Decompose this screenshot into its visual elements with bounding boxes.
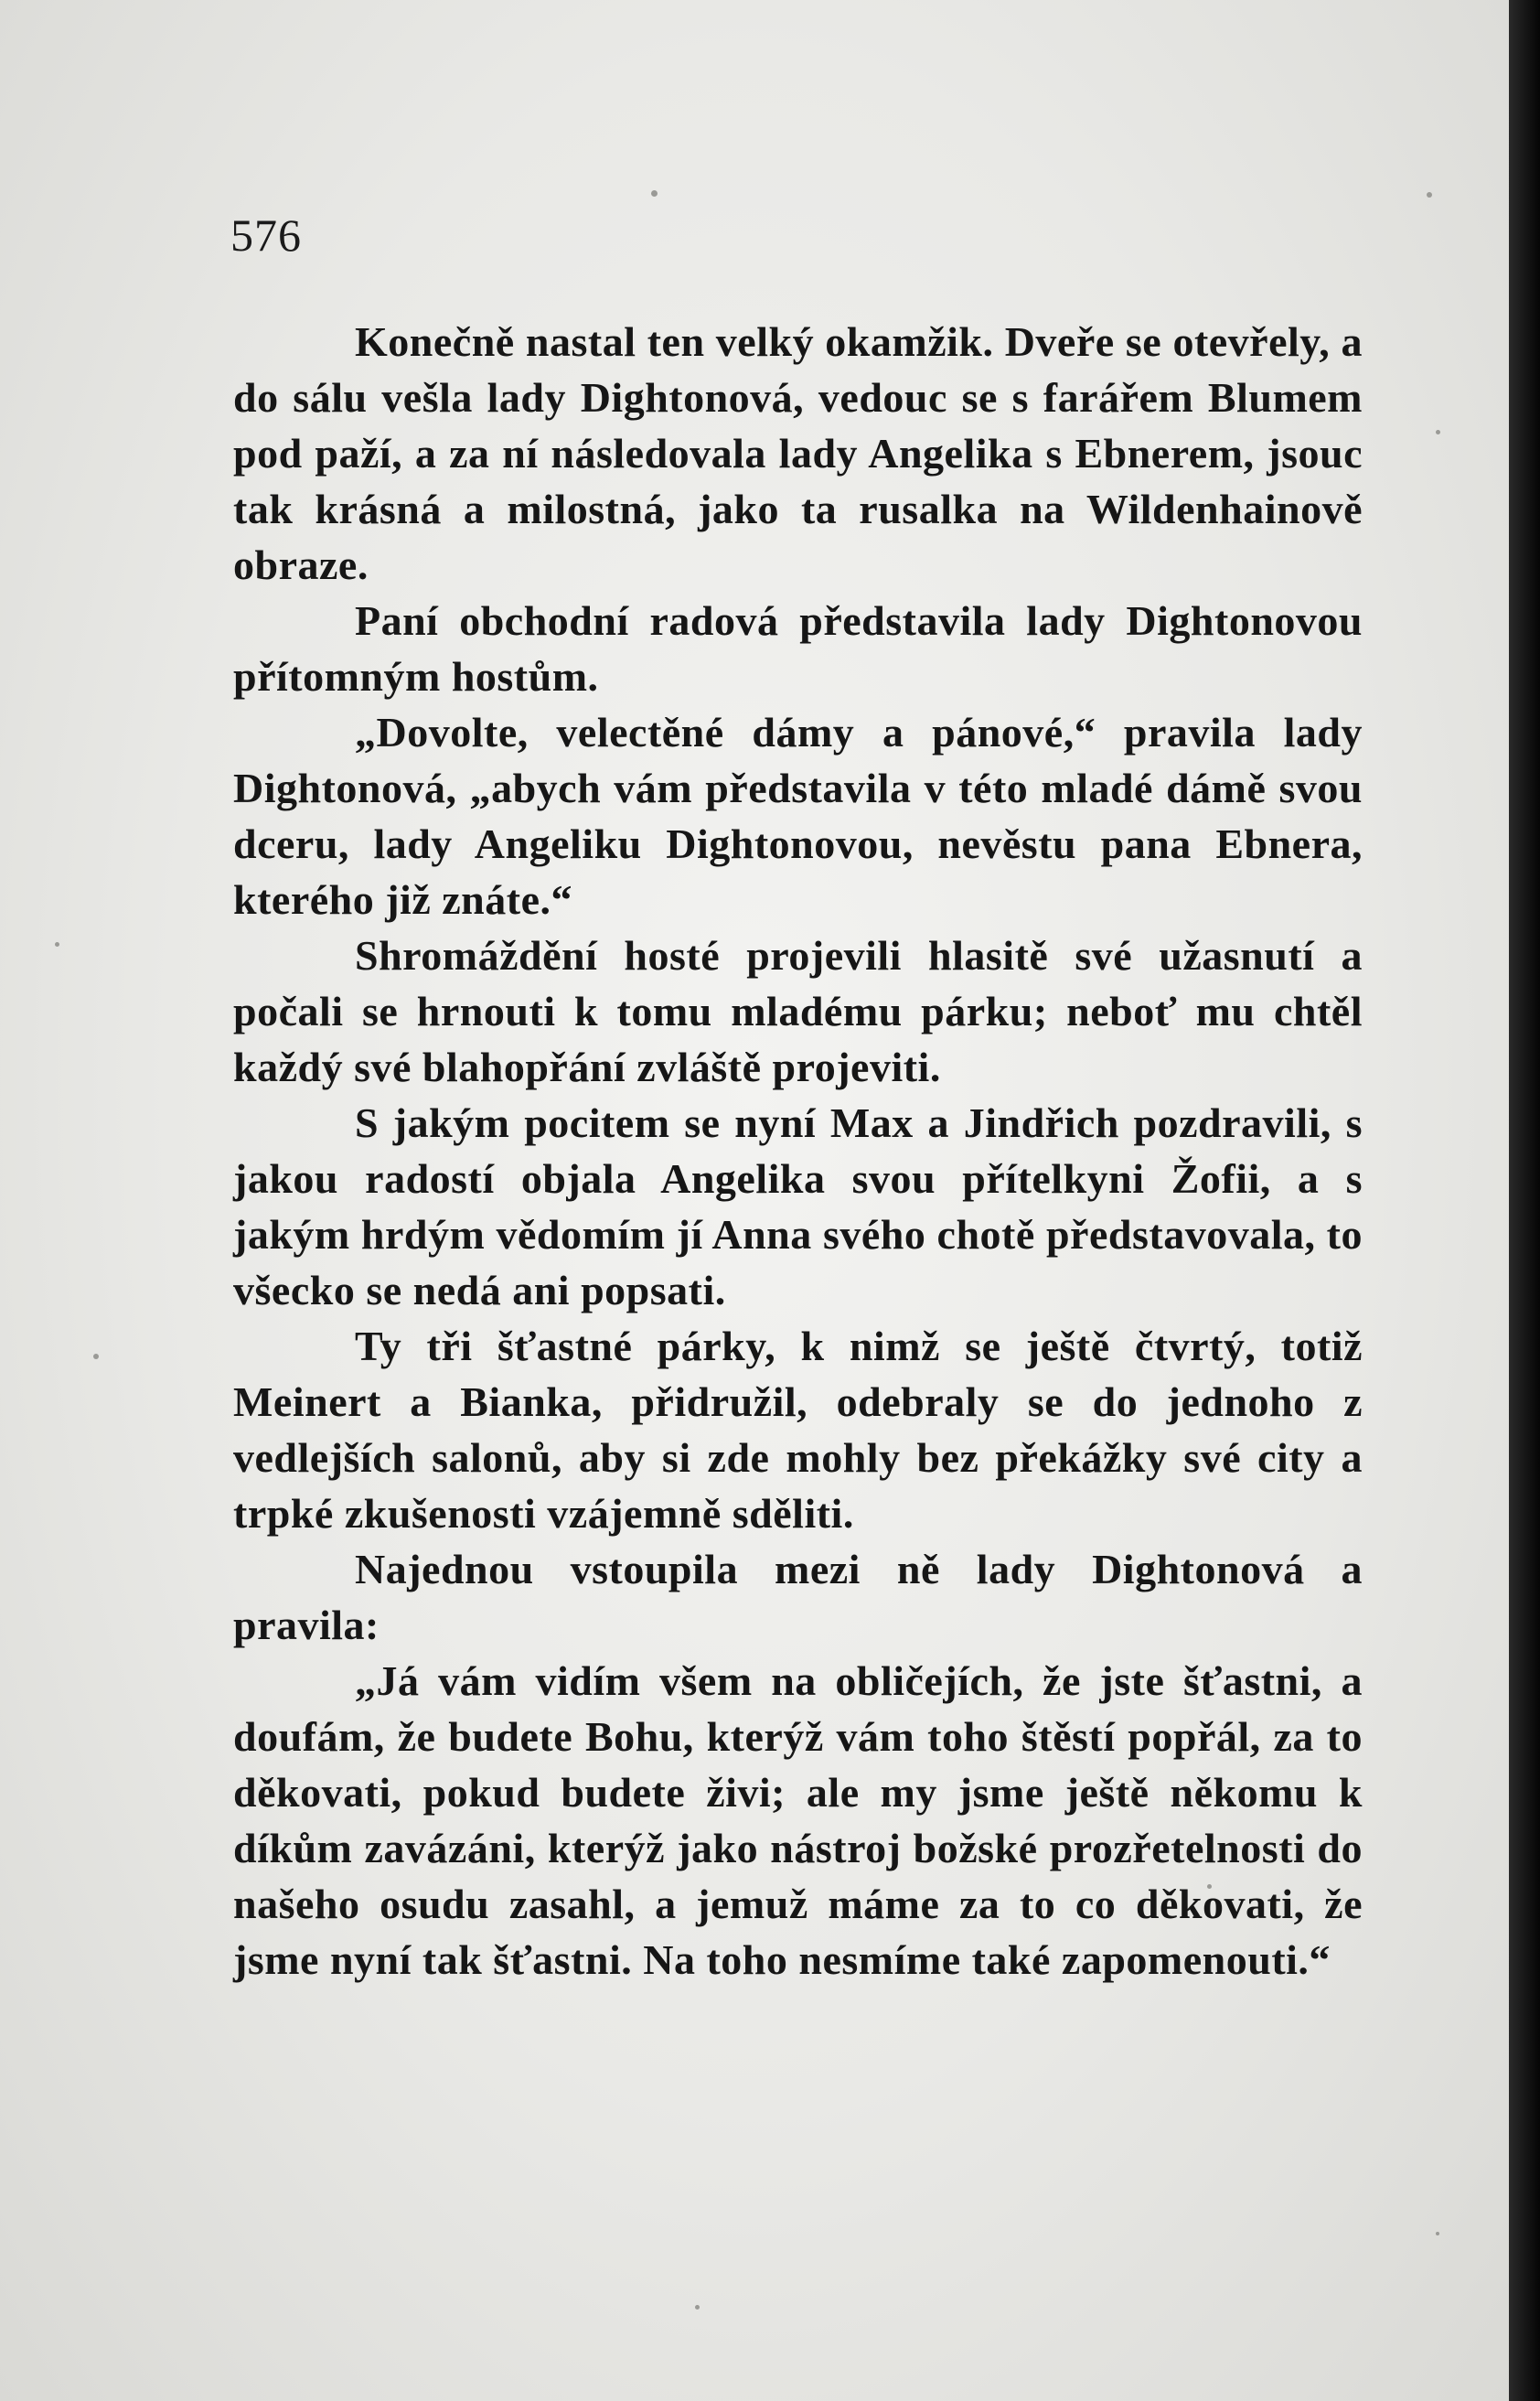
scan-border bbox=[1509, 0, 1540, 2401]
paper-speck bbox=[55, 942, 59, 947]
page-number: 576 bbox=[230, 209, 302, 261]
paragraph: Shromáždění hosté projevili hlasitě své užasnutí a počali se hrnouti k tomu mladému párku; neboť mu chtěl každý své blahopřání zvláště projeviti. bbox=[233, 932, 1363, 1090]
body-text bbox=[233, 314, 1363, 1988]
paper-speck bbox=[1427, 192, 1432, 198]
paragraph: Najednou vstoupila mezi ně lady Dightonová a pravila: bbox=[233, 1546, 1363, 1648]
paragraph: „Já vám vidím všem na obličejích, že jste šťastni, a doufám, že budete Bohu, kterýž vám toho štěstí popřál, za to děkovati, pokud budete živi; ale my jsme ještě někomu k díkům zavázáni, kterýž jako nástroj božské prozřetelnosti do našeho osudu zasahl, a jemuž máme za to co děkovati, že jsme nyní tak šťastni. Na toho nesmíme také zapomenouti.“ bbox=[233, 1657, 1363, 1983]
paper-speck bbox=[695, 2305, 700, 2310]
paper-speck bbox=[93, 1354, 99, 1359]
paper-speck bbox=[1436, 430, 1440, 434]
paper-speck bbox=[651, 190, 658, 197]
paragraph: Paní obchodní radová představila lady Dightonovou přítomným hostům. bbox=[233, 597, 1363, 700]
paragraph: Konečně nastal ten velký okamžik. Dveře se otevřely, a do sálu vešla lady Dightonová, vedouc se s farářem Blumem pod paží, a za ní následovala lady Angelika s Ebnerem, jsouc tak krásná a milostná, jako ta rusalka na Wildenhainově obraze. bbox=[233, 318, 1363, 588]
paragraph: Ty tři šťastné párky, k nimž se ještě čtvrtý, totiž Meinert a Bianka, přidružil, odebraly se do jednoho z vedlejších salonů, aby si zde mohly bez překážky své city a trpké zkušenosti vzájemně sděliti. bbox=[233, 1323, 1363, 1537]
paragraph: S jakým pocitem se nyní Max a Jindřich pozdravili, s jakou radostí objala Angelika svou přítelkyni Žofii, a s jakým hrdým vědomím jí Anna svého chotě představovala, to všecko se nedá ani popsati. bbox=[233, 1099, 1363, 1313]
paper-speck bbox=[1436, 2232, 1439, 2235]
paragraph: „Dovolte, velectěné dámy a pánové,“ pravila lady Dightonová, „abych vám představila v této mladé dámě svou dceru, lady Angeliku Dightonovou, nevěstu pana Ebnera, kterého již znáte.“ bbox=[233, 709, 1363, 923]
